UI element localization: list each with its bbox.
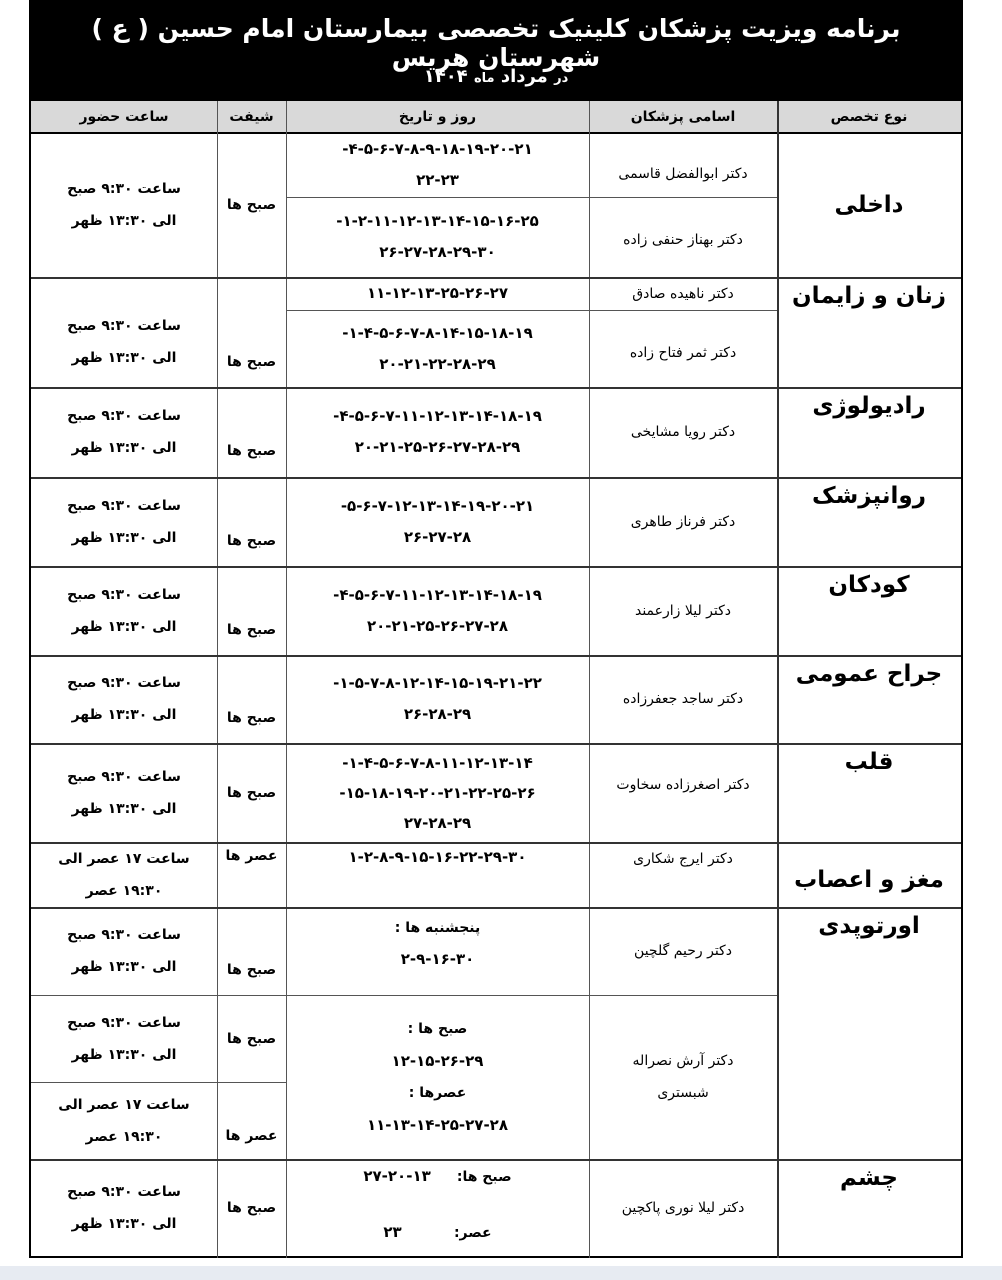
hours-line: ساعت ۹:۳۰ صبح xyxy=(67,318,181,334)
col-header-dates: روز و تاریخ xyxy=(286,101,589,134)
days-line: ۲۳ xyxy=(383,1223,402,1241)
days-line: ۲-۹-۱۶-۳۰ xyxy=(400,950,475,968)
hours-line: الی ۱۳:۳۰ ظهر xyxy=(71,618,177,635)
hours-line: ۱۹:۳۰ عصر xyxy=(85,882,163,899)
attendance-hours xyxy=(31,132,217,277)
specialty-obgyn: زنان و زایمان xyxy=(792,283,946,309)
hours-line: ساعت ۹:۳۰ صبح xyxy=(67,1183,181,1200)
hours-line: الی ۱۳:۳۰ ظهر xyxy=(71,959,177,975)
specialty-cardiology: قلب xyxy=(844,749,894,775)
subtitle-month: مرداد xyxy=(500,66,548,87)
specialty-ophthalmology: چشم xyxy=(839,1165,899,1191)
days-line: ۱۱-۱۳-۱۴-۲۵-۲۷-۲۸ xyxy=(367,1116,508,1134)
shift-label: صبح ها xyxy=(226,196,277,213)
doctor-name-line: شبستری xyxy=(657,1085,709,1101)
visit-days xyxy=(286,566,589,655)
days-line: ۲۶-۲۸-۲۹ xyxy=(403,705,472,723)
shift-label: صبح ها xyxy=(226,1199,277,1216)
days-line: ۱-۲-۸-۹-۱۵-۱۶-۲۲-۲۹-۳۰ xyxy=(348,848,527,866)
attendance-hours xyxy=(31,1082,217,1159)
hours-line: ساعت ۹:۳۰ صبح xyxy=(67,586,181,603)
page-subtitle xyxy=(31,66,961,87)
hours-line: الی ۱۳:۳۰ ظهر xyxy=(71,212,177,229)
days-line: ۱۳-۲۰-۲۷ xyxy=(363,1167,431,1185)
shift-label: صبح ها xyxy=(226,1030,277,1047)
days-line: ۲۶-۲۷-۲۸-۲۹-۳۰ xyxy=(379,243,496,261)
specialty-orthopedics: اورتوپدی xyxy=(818,913,920,939)
doctor-name: دکتر لیلا نوری پاکچین xyxy=(621,1199,745,1216)
attendance-hours xyxy=(31,743,217,842)
shift-label: صبح ها xyxy=(226,443,277,459)
days-label: عصر: xyxy=(453,1225,492,1241)
visit-days xyxy=(286,1159,589,1256)
attendance-hours xyxy=(31,842,217,907)
shift-label: عصر ها xyxy=(225,1127,278,1144)
hours-line: ساعت ۱۷ عصر الی xyxy=(58,850,190,867)
hours-line: ۱۹:۳۰ عصر xyxy=(85,1128,163,1145)
visit-days xyxy=(286,655,589,743)
hours-line: ساعت ۹:۳۰ صبح xyxy=(67,497,181,514)
doctor-name xyxy=(589,995,777,1159)
attendance-hours xyxy=(31,566,217,655)
shift-label: صبح ها xyxy=(226,354,277,370)
days-line: ۲۲-۲۳ xyxy=(416,170,459,189)
header-banner xyxy=(31,0,961,101)
visit-days xyxy=(286,197,589,277)
days-row xyxy=(286,1217,589,1249)
attendance-hours xyxy=(31,1159,217,1256)
visit-days xyxy=(286,743,589,842)
hours-line: ساعت ۹:۳۰ صبح xyxy=(67,180,181,197)
visit-days xyxy=(286,277,589,310)
schedule-sheet xyxy=(29,0,963,1258)
doctor-name: دکتر اصغرزاده سخاوت xyxy=(616,776,750,793)
days-line: ۱-۲-۱۱-۱۲-۱۳-۱۴-۱۵-۱۶-۲۵- xyxy=(336,212,539,230)
days-label: صبح ها: xyxy=(456,1169,512,1185)
days-line: ۱۵-۱۸-۱۹-۲۰-۲۱-۲۲-۲۵-۲۶- xyxy=(339,783,536,802)
doctor-name: دکتر رویا مشایخی xyxy=(630,424,736,440)
days-row xyxy=(286,1161,589,1193)
doctor-name: دکتر بهناز حنفی زاده xyxy=(623,232,743,248)
specialty-psychiatry: روانپزشک xyxy=(812,483,926,509)
hours-line: ساعت ۹:۳۰ صبح xyxy=(67,768,181,785)
doctor-name: دکتر رحیم گلچین xyxy=(634,943,732,959)
hours-line: الی ۱۳:۳۰ ظهر xyxy=(71,707,177,723)
doctor-name: دکتر لیلا زارعمند xyxy=(634,602,732,619)
visit-days xyxy=(286,842,589,907)
days-line: ۲۷-۲۸-۲۹ xyxy=(403,813,472,832)
days-label: عصرها : xyxy=(408,1085,467,1101)
shift-label: عصر ها xyxy=(225,848,278,864)
bottom-bar xyxy=(0,1266,1002,1280)
col-header-doctors: اسامی پزشکان xyxy=(589,101,777,134)
doctor-name: دکتر ثمر فتاح زاده xyxy=(629,344,737,361)
attendance-hours xyxy=(31,477,217,566)
days-line: ۱-۴-۵-۶-۷-۸-۱۱-۱۲-۱۳-۱۴- xyxy=(342,753,533,772)
hours-line: الی ۱۳:۳۰ ظهر xyxy=(71,350,177,366)
days-line: ۲۰-۲۱-۲۲-۲۸-۲۹ xyxy=(379,354,496,373)
attendance-hours xyxy=(31,995,217,1082)
hours-line: الی ۱۳:۳۰ ظهر xyxy=(71,1046,177,1063)
specialty-pediatrics: کودکان xyxy=(828,572,910,598)
days-label: صبح ها : xyxy=(407,1021,468,1037)
hours-line: ساعت ۹:۳۰ صبح xyxy=(67,675,181,691)
doctor-name: دکتر فرناز طاهری xyxy=(630,513,736,530)
subtitle-prefix: در xyxy=(554,71,569,86)
days-line: ۱۱-۱۲-۱۳-۲۵-۲۶-۲۷ xyxy=(367,284,508,302)
visit-days xyxy=(286,310,589,387)
hours-line: الی ۱۳:۳۰ ظهر xyxy=(71,1215,177,1232)
subtitle-year: ۱۴۰۴ xyxy=(423,66,468,87)
days-line: ۱۲-۱۵-۲۶-۲۹ xyxy=(391,1052,484,1070)
shift-label: صبح ها xyxy=(226,710,277,726)
days-line: ۵-۶-۷-۱۲-۱۳-۱۴-۱۹-۲۰-۲۱- xyxy=(340,496,535,515)
shift-label: صبح ها xyxy=(226,621,277,638)
doctor-name: دکتر ناهیده صادق xyxy=(632,285,734,302)
days-line: ۴-۵-۶-۷-۱۱-۱۲-۱۳-۱۴-۱۸-۱۹- xyxy=(333,585,542,604)
hours-line: ساعت ۹:۳۰ صبح xyxy=(67,1014,181,1031)
col-header-specialty: نوع تخصص xyxy=(777,101,961,134)
days-line: ۴-۵-۶-۷-۸-۹-۱۸-۱۹-۲۰-۲۱- xyxy=(342,139,533,158)
col-header-hours: ساعت حضور xyxy=(31,101,217,134)
doctor-name: دکتر ساجد جعفرزاده xyxy=(622,691,744,707)
attendance-hours xyxy=(31,387,217,477)
shift-label: صبح ها xyxy=(226,962,277,978)
doctor-name: دکتر ایرج شکاری xyxy=(633,851,733,867)
hours-line: الی ۱۳:۳۰ ظهر xyxy=(71,529,177,546)
days-line: ۲۶-۲۷-۲۸ xyxy=(403,527,472,546)
visit-days xyxy=(286,387,589,477)
visit-days xyxy=(286,132,589,197)
shift-label: صبح ها xyxy=(226,784,277,801)
hours-line: الی ۱۳:۳۰ ظهر xyxy=(71,800,177,817)
visit-days xyxy=(286,995,589,1159)
doctor-name: دکتر ابوالفضل قاسمی xyxy=(618,165,748,182)
subtitle-mah: ماه xyxy=(473,71,495,86)
specialty-surgery: جراح عمومی xyxy=(795,661,943,687)
hours-line: ساعت ۱۷ عصر الی xyxy=(58,1096,190,1113)
attendance-hours xyxy=(31,655,217,743)
days-line: ۱-۴-۵-۶-۷-۸-۱۴-۱۵-۱۸-۱۹- xyxy=(342,323,533,342)
page-title: برنامه ویزیت پزشکان کلینیک تخصصی بیمارستان امام حسین ( ع ) شهرستان هریس xyxy=(91,14,901,72)
attendance-hours xyxy=(31,907,217,995)
specialty-internal: داخلی xyxy=(834,191,904,218)
col-header-shift: شیفت xyxy=(217,101,286,134)
hours-line: الی ۱۳:۳۰ ظهر xyxy=(71,440,177,456)
days-line: ۱-۵-۷-۸-۱۲-۱۴-۱۵-۱۹-۲۱-۲۲- xyxy=(333,674,542,692)
visit-days xyxy=(286,907,589,995)
days-line: ۲۰-۲۱-۲۵-۲۶-۲۷-۲۸ xyxy=(367,616,508,635)
doctor-name-line: دکتر آرش نصراله xyxy=(632,1053,734,1069)
days-line: ۲۰-۲۱-۲۵-۲۶-۲۷-۲۸-۲۹ xyxy=(354,438,521,456)
specialty-neurology: مغز و اعصاب xyxy=(794,866,944,893)
days-line: ۴-۵-۶-۷-۱۱-۱۲-۱۳-۱۴-۱۸-۱۹- xyxy=(333,407,542,425)
visit-days xyxy=(286,477,589,566)
hours-line: ساعت ۹:۳۰ صبح xyxy=(67,408,181,424)
days-label: پنجشنبه ها : xyxy=(394,920,481,936)
shift-label: صبح ها xyxy=(226,532,277,549)
hours-line: ساعت ۹:۳۰ صبح xyxy=(67,927,181,943)
attendance-hours xyxy=(31,277,217,387)
specialty-radiology: رادیولوژی xyxy=(812,393,926,419)
